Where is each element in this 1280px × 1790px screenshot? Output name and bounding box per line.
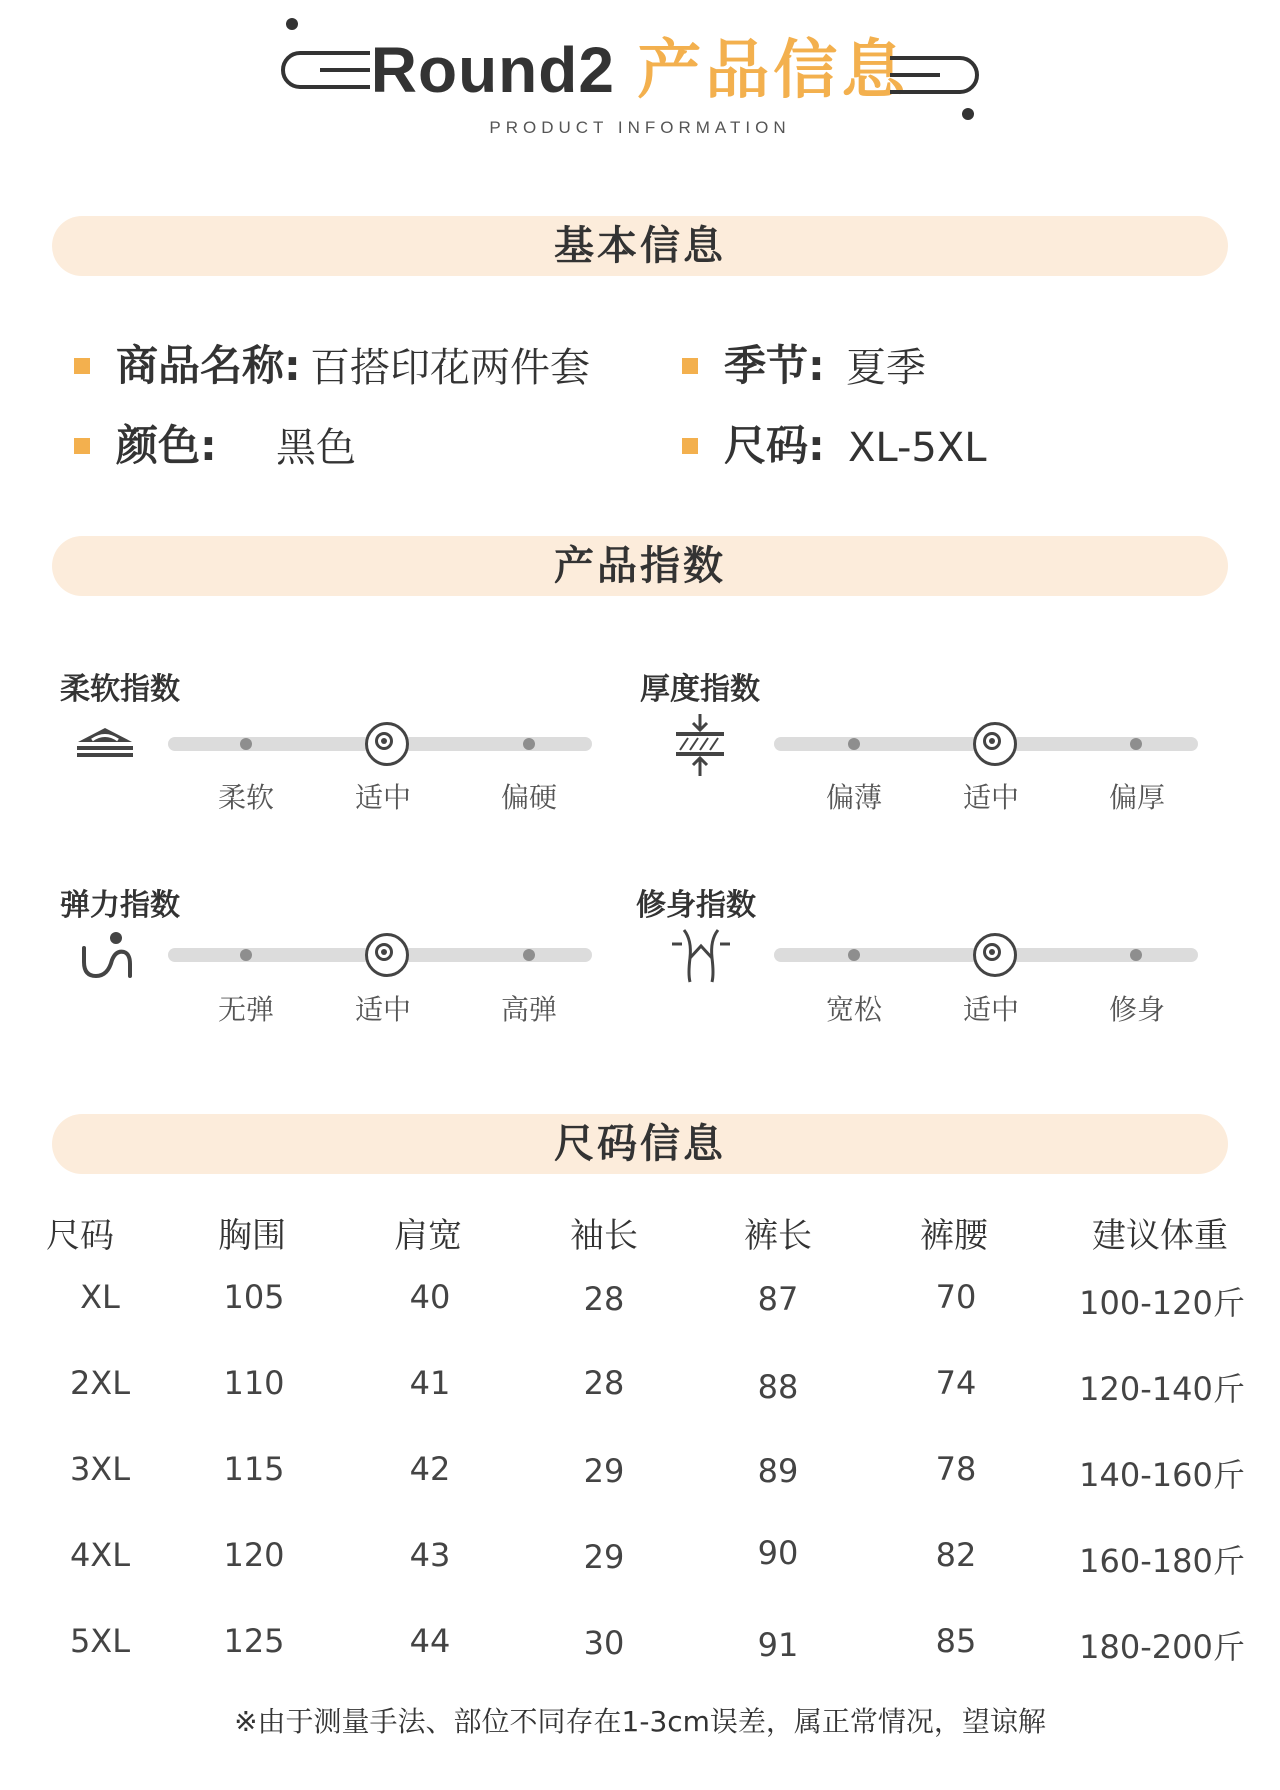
page-subtitle: PRODUCT INFORMATION xyxy=(489,118,791,137)
section-banner-index: 产品指数 xyxy=(52,536,1228,596)
table-cell: 41 xyxy=(409,1364,451,1402)
table-cell: 91 xyxy=(757,1626,799,1664)
table-cell: 70 xyxy=(935,1278,977,1316)
title-text: 产品信息 xyxy=(637,34,910,108)
index-option: 偏厚 xyxy=(1108,781,1165,814)
bullet-icon xyxy=(682,438,698,454)
index-selected-marker xyxy=(365,722,409,766)
index-option: 适中 xyxy=(354,781,411,814)
decor-bracket-right-icon xyxy=(885,50,985,100)
index-tick xyxy=(523,738,535,750)
stretch-icon xyxy=(78,930,138,982)
index-option: 高弹 xyxy=(500,993,557,1026)
index-tick xyxy=(848,738,860,750)
index-tick xyxy=(240,738,252,750)
index-tick xyxy=(1130,949,1142,961)
table-cell: 30 xyxy=(583,1624,625,1662)
table-cell: 29 xyxy=(583,1452,625,1490)
bullet-icon xyxy=(74,358,90,374)
index-option: 无弹 xyxy=(217,993,274,1026)
table-cell: 140-160斤 xyxy=(1079,1456,1245,1494)
index-tick xyxy=(848,949,860,961)
table-cell: 120-140斤 xyxy=(1079,1370,1245,1408)
index-tick xyxy=(1130,738,1142,750)
table-cell: 105 xyxy=(223,1278,285,1316)
column-header: 尺码 xyxy=(46,1216,114,1256)
info-label: 商品名称: xyxy=(116,341,301,390)
info-value: 百搭印花两件套 xyxy=(310,345,590,391)
info-label: 季节: xyxy=(724,341,825,390)
section-banner-size: 尺码信息 xyxy=(52,1114,1228,1174)
section-banner-basic: 基本信息 xyxy=(52,216,1228,276)
column-header: 裤长 xyxy=(744,1216,812,1256)
table-cell: 87 xyxy=(757,1280,799,1318)
index-tick xyxy=(240,949,252,961)
column-header: 肩宽 xyxy=(394,1216,462,1256)
table-cell: 82 xyxy=(935,1536,977,1574)
table-cell: 28 xyxy=(583,1280,625,1318)
table-cell: 5XL xyxy=(69,1622,131,1660)
table-cell: 100-120斤 xyxy=(1079,1284,1245,1322)
index-option: 适中 xyxy=(962,993,1019,1026)
index-option: 适中 xyxy=(354,993,411,1026)
index-option: 偏硬 xyxy=(500,781,557,814)
index-selected-marker xyxy=(365,933,409,977)
info-value: 黑色 xyxy=(276,425,356,471)
index-selected-marker xyxy=(973,722,1017,766)
feather-soft-icon xyxy=(74,722,136,758)
index-option: 适中 xyxy=(962,781,1019,814)
bullet-icon xyxy=(74,438,90,454)
table-cell: 160-180斤 xyxy=(1079,1542,1245,1580)
table-cell: 78 xyxy=(935,1450,977,1488)
table-cell: 115 xyxy=(223,1450,285,1488)
column-header: 胸围 xyxy=(218,1216,286,1256)
page-title xyxy=(0,30,1280,111)
table-cell: 74 xyxy=(935,1364,977,1402)
bullet-icon xyxy=(682,358,698,374)
measurement-note: ※由于测量手法、部位不同存在1-3cm误差，属正常情况，望谅解 xyxy=(234,1705,1046,1738)
column-header: 袖长 xyxy=(570,1216,638,1256)
index-option: 偏薄 xyxy=(825,781,882,814)
index-tick xyxy=(523,949,535,961)
table-cell: 88 xyxy=(757,1368,799,1406)
table-cell: 110 xyxy=(223,1364,285,1402)
index-option: 宽松 xyxy=(825,993,882,1026)
info-label: 尺码: xyxy=(724,421,825,470)
index-title: 厚度指数 xyxy=(640,672,760,707)
index-selected-marker xyxy=(973,933,1017,977)
table-cell: 4XL xyxy=(69,1536,131,1574)
index-title: 修身指数 xyxy=(636,888,756,923)
index-option: 柔软 xyxy=(217,781,274,814)
info-value: 夏季 xyxy=(846,345,926,391)
column-header: 建议体重 xyxy=(1092,1216,1228,1256)
table-cell: 29 xyxy=(583,1538,625,1576)
table-cell: 90 xyxy=(757,1534,799,1572)
table-cell: 89 xyxy=(757,1452,799,1490)
table-cell: 85 xyxy=(935,1622,977,1660)
info-value: XL-5XL xyxy=(848,425,987,471)
table-cell: 125 xyxy=(223,1622,285,1660)
info-label: 颜色: xyxy=(116,421,217,470)
body-fit-icon xyxy=(670,928,732,984)
index-title: 柔软指数 xyxy=(60,672,180,707)
table-cell: 28 xyxy=(583,1364,625,1402)
decor-dot-left xyxy=(286,18,298,30)
table-cell: 180-200斤 xyxy=(1079,1628,1245,1666)
table-cell: 40 xyxy=(409,1278,451,1316)
column-header: 裤腰 xyxy=(920,1216,988,1256)
table-cell: 43 xyxy=(409,1536,451,1574)
index-option: 修身 xyxy=(1108,993,1165,1026)
table-cell: XL xyxy=(80,1278,120,1316)
brand-name: Round2 xyxy=(370,34,615,106)
table-cell: 44 xyxy=(409,1622,451,1660)
table-cell: 3XL xyxy=(69,1450,131,1488)
index-title: 弹力指数 xyxy=(60,888,180,923)
table-cell: 42 xyxy=(409,1450,451,1488)
table-cell: 120 xyxy=(223,1536,285,1574)
fabric-thickness-icon xyxy=(672,712,728,778)
table-cell: 2XL xyxy=(69,1364,131,1402)
